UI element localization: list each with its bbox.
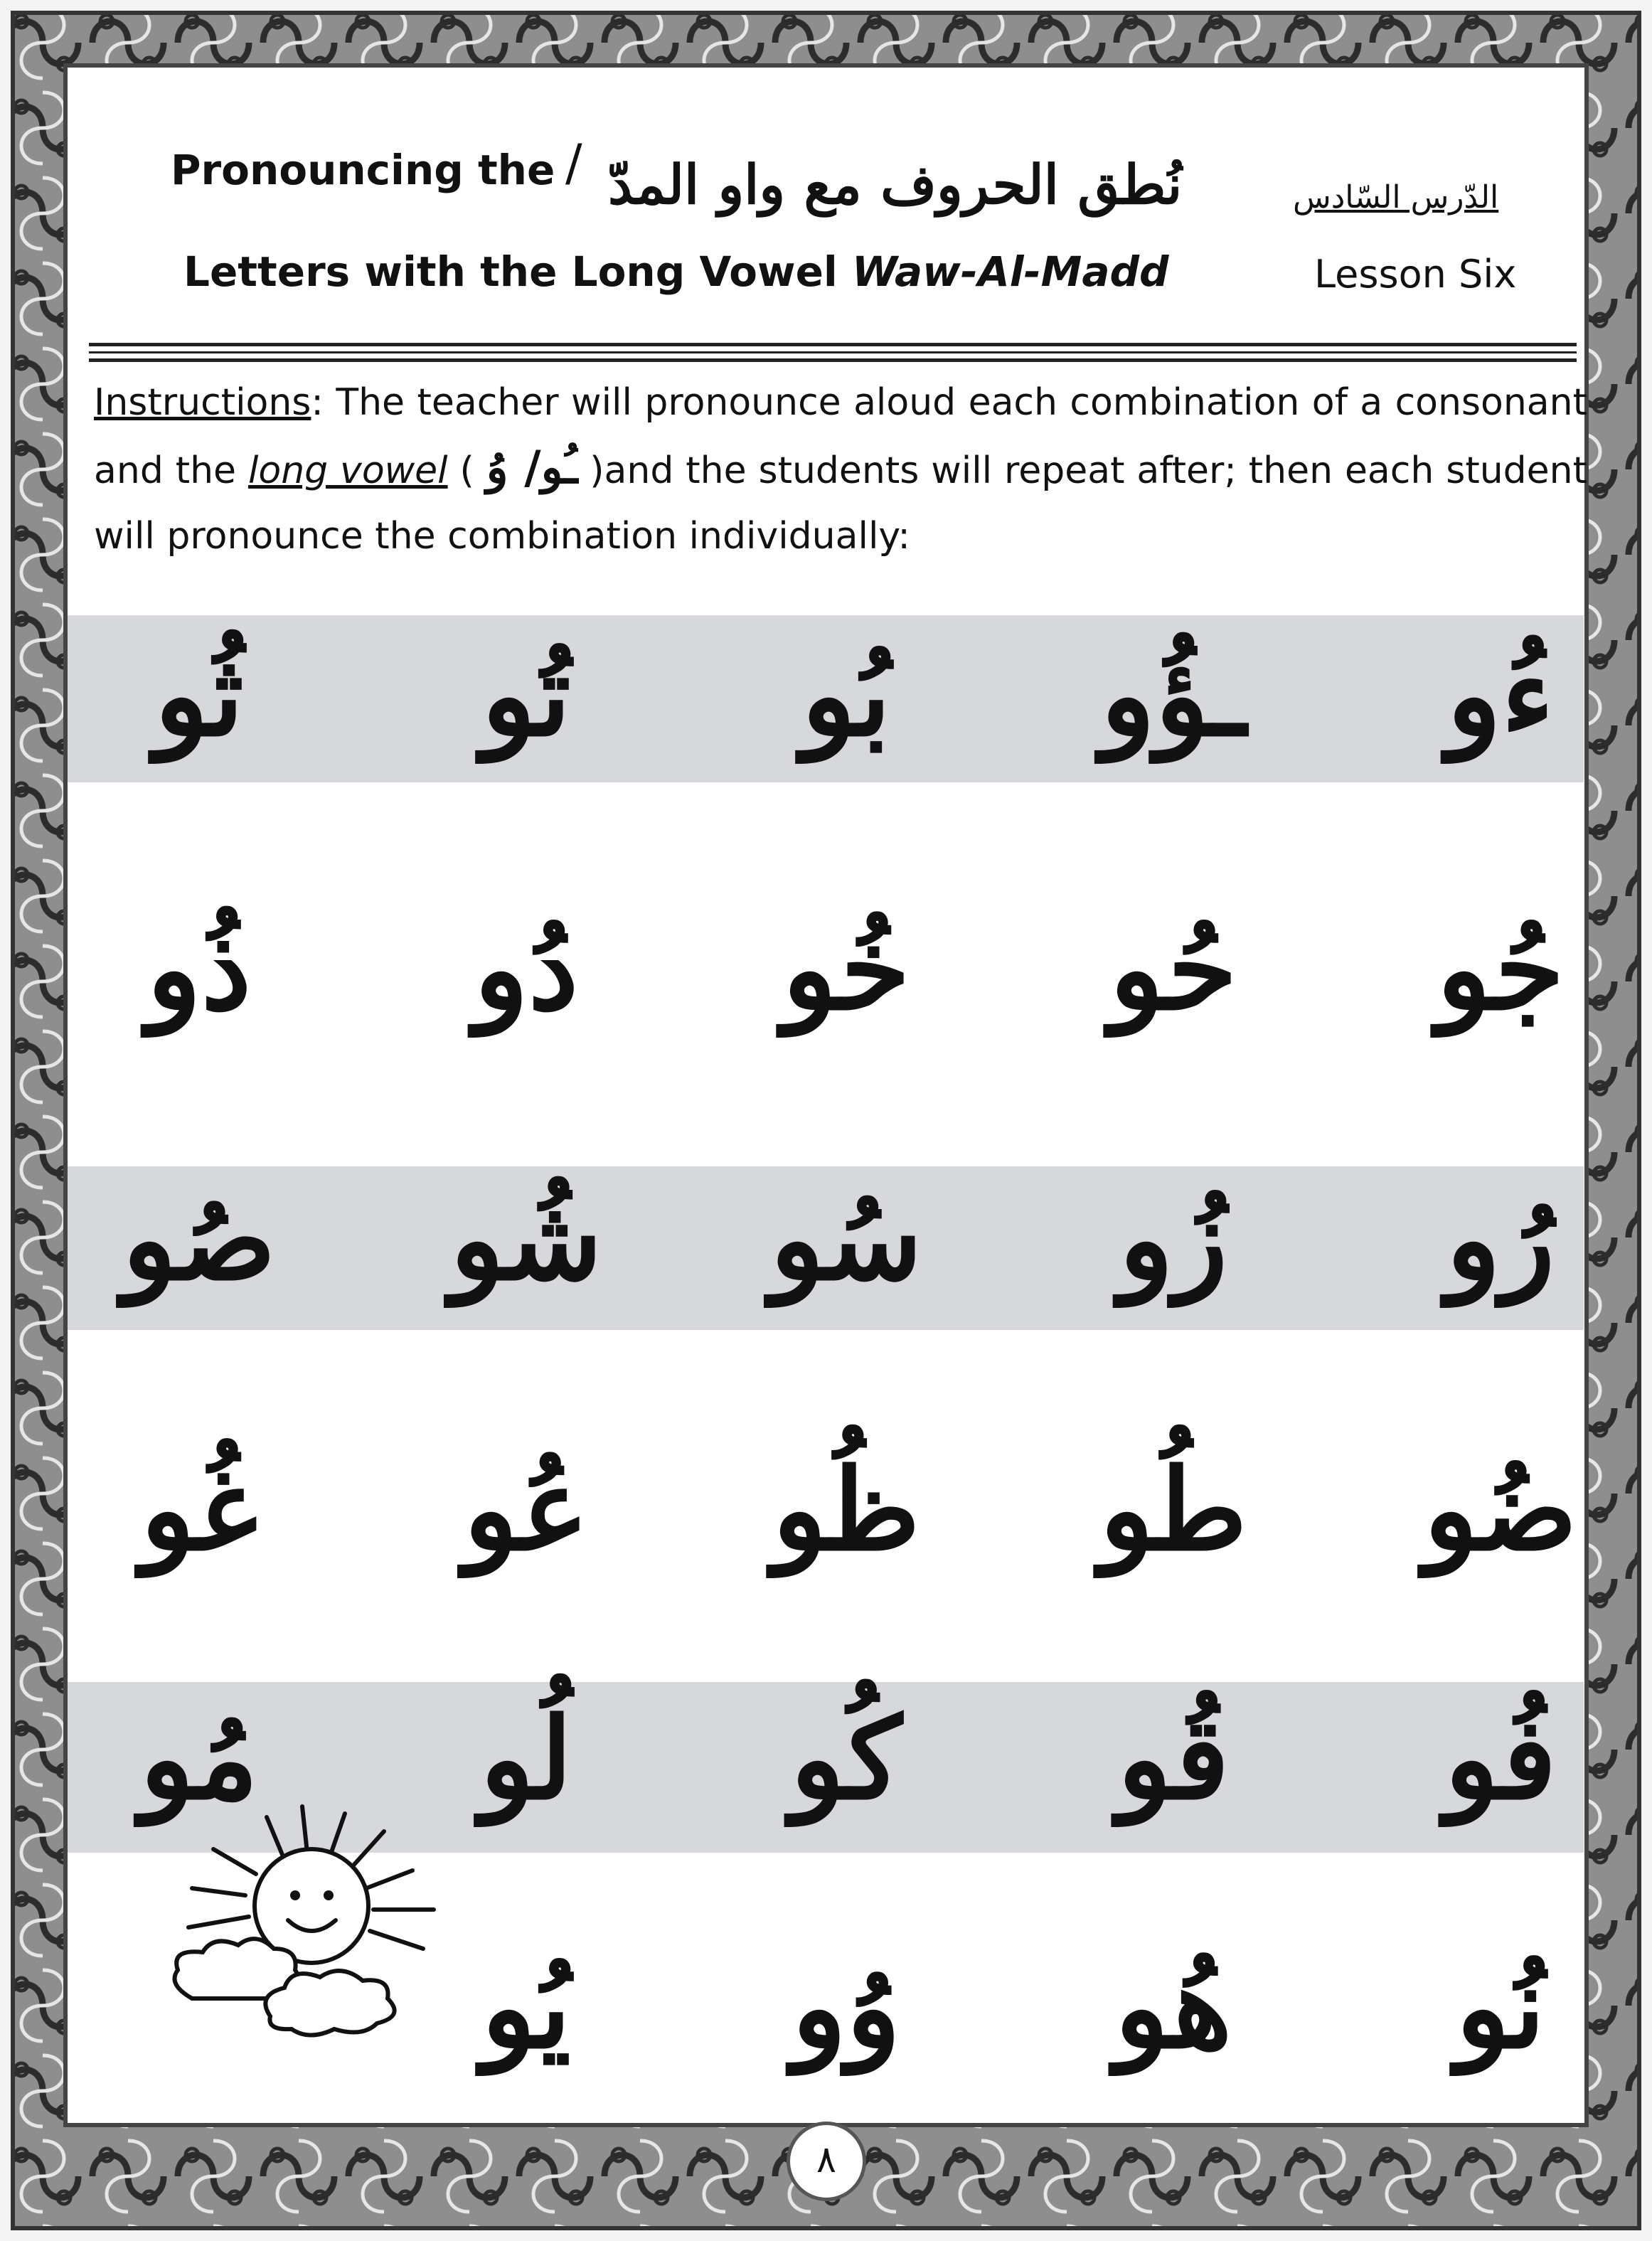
letter-combination: لُو xyxy=(480,1693,572,1825)
letter-combination: قُو xyxy=(1117,1693,1230,1825)
letter-combination: بُو xyxy=(801,630,891,762)
letter-combination: ذُو xyxy=(146,904,252,1036)
vowel-symbols: ـُو/ وُ xyxy=(486,441,578,494)
title-line2-term: Waw-Al-Madd xyxy=(851,247,1169,296)
letter-combination: ضُو xyxy=(1424,1444,1577,1576)
letter-combination: رُو xyxy=(1446,1174,1555,1306)
long-vowel-term: long vowel xyxy=(247,449,448,492)
letter-combination: يُو xyxy=(481,1942,571,2074)
letter-combination: خُو xyxy=(782,904,910,1036)
letter-combination: جُو xyxy=(1437,904,1565,1036)
letter-combination: صُو xyxy=(122,1174,276,1306)
letter-combination: غُو xyxy=(140,1444,258,1576)
instructions-paragraph xyxy=(94,370,1587,569)
letter-combination: ـؤُو xyxy=(1100,630,1247,762)
letter-combination: ظُو xyxy=(772,1444,920,1576)
lesson-label-english: Lesson Six xyxy=(1314,252,1517,297)
letter-combination: زُو xyxy=(1119,1174,1228,1306)
title-english-line1: Pronouncing the xyxy=(171,146,555,194)
instructions-text-3: )and the students will repeat after; then each student will pronounce the combination individually: xyxy=(94,449,1588,558)
letter-combination: فُو xyxy=(1444,1693,1557,1825)
letter-combination: كُو xyxy=(790,1693,902,1825)
letter-combination: سُو xyxy=(769,1174,922,1306)
letter-combination: نُو xyxy=(1456,1942,1545,2074)
letter-combination: ثُو xyxy=(154,630,244,762)
letter-combination: طُو xyxy=(1099,1444,1247,1576)
letter-combination: هُو xyxy=(1114,1942,1232,2074)
instructions-text-1: : The teacher will pronounce aloud each combination of a consonant and the xyxy=(94,381,1587,492)
page-number: ٨ xyxy=(787,2122,866,2201)
title-line2-prefix: Letters with the Long Vowel xyxy=(183,247,852,296)
letter-combination: عُو xyxy=(464,1444,589,1576)
lesson-label-arabic: الدّرس السّادس xyxy=(1293,179,1499,215)
letter-combination: شُو xyxy=(449,1174,602,1306)
letter-combination: مُو xyxy=(139,1693,259,1825)
title-arabic: نُطق الحروف مع واو المدّ xyxy=(608,153,1183,216)
title-separator: / xyxy=(565,134,582,192)
letter-combination: ءُو xyxy=(1446,630,1555,762)
header-divider-bottom xyxy=(89,358,1577,362)
letter-combination: حُو xyxy=(1109,904,1237,1036)
instructions-label: Instructions xyxy=(94,381,311,424)
header-divider-middle xyxy=(89,351,1577,353)
instructions-text-2: ( xyxy=(447,449,486,492)
sun-cloud-illustration xyxy=(149,1803,484,2087)
letter-combination: وُو xyxy=(792,1942,901,2074)
title-english-line2 xyxy=(183,247,1169,296)
header-divider-top xyxy=(89,343,1577,346)
letter-combination: دُو xyxy=(474,904,579,1036)
letter-combination: تُو xyxy=(481,630,571,762)
